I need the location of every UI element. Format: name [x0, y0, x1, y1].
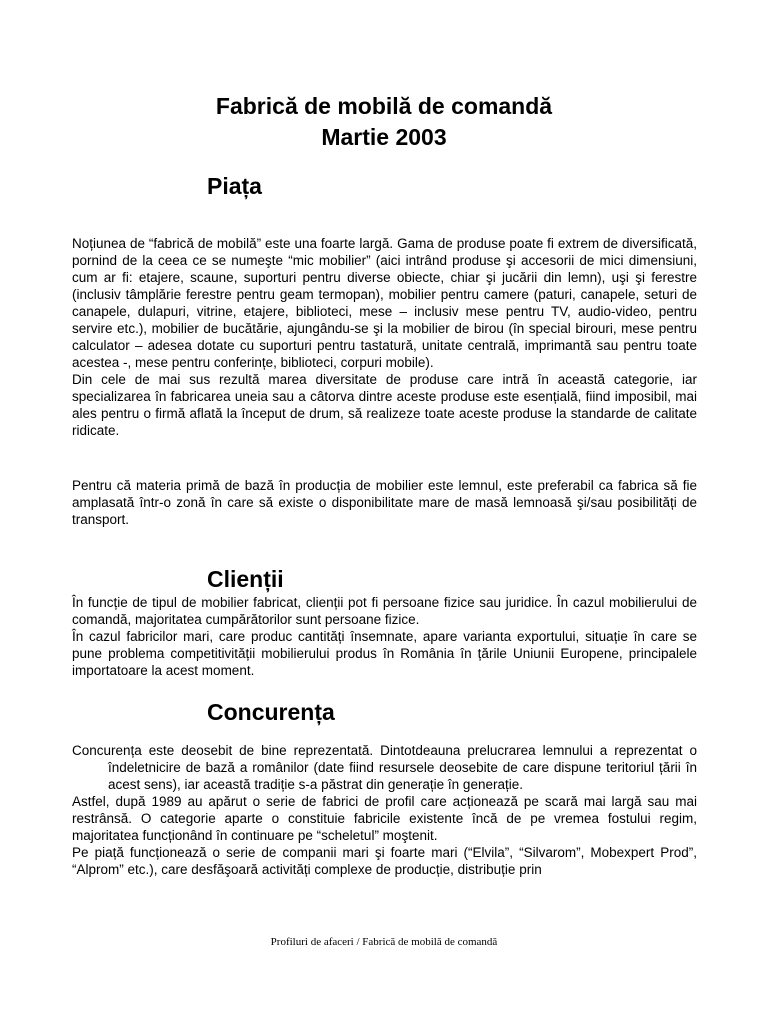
page-footer: Profiluri de afaceri / Fabrică de mobilă de comandă — [270, 936, 498, 948]
clienti-paragraph-1: În funcție de tipul de mobilier fabricat, clienții pot fi persoane fizice sau juridice. În cazul mobilierului de comandă, majoritatea cumpărătorilor sunt persoane fizice. — [72, 595, 697, 627]
piata-paragraphs — [72, 235, 697, 439]
document-date: Martie 2003 — [321, 124, 447, 150]
section-heading-clienti: Clienții — [207, 566, 284, 592]
clienti-paragraphs — [72, 594, 697, 679]
piata-paragraph-1: Noțiunea de “fabrică de mobilă” este una foarte largă. Gama de produse poate fi extrem de diversificată, pornind de la ceea ce se numeşte “mic mobilier” (aici intrând produse şi accesorii de mici dimensiuni, cum ar fi: etajere, scaune, suporturi pentru diverse obiecte, chiar şi jucării din lemn), uşi şi ferestre (inclusiv tâmplărie ferestre pentru geam termopan), mobilier pentru camere (paturi, canapele, seturi de canapele, dulapuri, vitrine, etajere, biblioteci, mese – inclusiv mese pentru TV, audio-video, pentru servire etc.), mobilier de bucătărie, ajungându-se şi la mobilier de birou (în special birouri, mese pentru calculator – adesea dotate cu suporturi pentru tastatură, unitate centrală, imprimantă sau pentru toate acestea -, mese pentru conferințe, biblioteci, corpuri mobile). — [72, 236, 697, 370]
piata-paragraph-3: Pentru că materia primă de bază în producția de mobilier este lemnul, este preferabil ca fabrica să fie amplasată într-o zonă în care să existe o disponibilitate mare de masă lemnoasă şi/sau posibilități de transport. — [72, 478, 697, 527]
section-heading-concurenta: Concurența — [207, 699, 335, 725]
clienti-paragraph-2: În cazul fabricilor mari, care produc cantități însemnate, apare varianta exportului, situație în care se pune problema competitivității mobilierului produs în România în țările Uniunii Europene, principalele importatoare la acest moment. — [72, 629, 697, 678]
section-heading-piata: Piața — [207, 173, 262, 199]
concurenta-paragraphs — [72, 742, 697, 878]
concurenta-paragraph-1: Concurența este deosebit de bine reprezentată. Dintotdeauna prelucrarea lemnului a reprezentat o îndeletnicire de bază a românilor (date fiind resursele deosebite de care dispune teritoriul țării în acest sens), iar această tradiție s-a păstrat din generație în generație. — [72, 743, 697, 792]
concurenta-paragraph-2: Astfel, după 1989 au apărut o serie de fabrici de profil care acționează pe scară mai largă sau mai restrânsă. O categorie aparte o constituie fabricile existente încă de pe vremea fostului regim, majoritatea funcționând în continuare pe “scheletul” moştenit. — [72, 794, 697, 843]
concurenta-paragraph-3: Pe piață funcționează o serie de companii mari şi foarte mari (“Elvila”, “Silvarom”, Mobexpert Prod”, “Alprom” etc.), care desfăşoară activități complexe de producție, distribuție prin — [72, 845, 697, 877]
piata-paragraph-2: Din cele de mai sus rezultă marea diversitate de produse care intră în această categorie, iar specializarea în fabricarea uneia sau a câtorva dintre aceste produse este esențială, fiind imposibil, mai ales pentru o firmă aflată la început de drum, să realizeze toate aceste produse la standarde de calitate ridicate. — [72, 372, 697, 438]
document-title: Fabrică de mobilă de comandă — [215, 93, 553, 119]
piata-paragraph-3-block — [72, 477, 697, 528]
